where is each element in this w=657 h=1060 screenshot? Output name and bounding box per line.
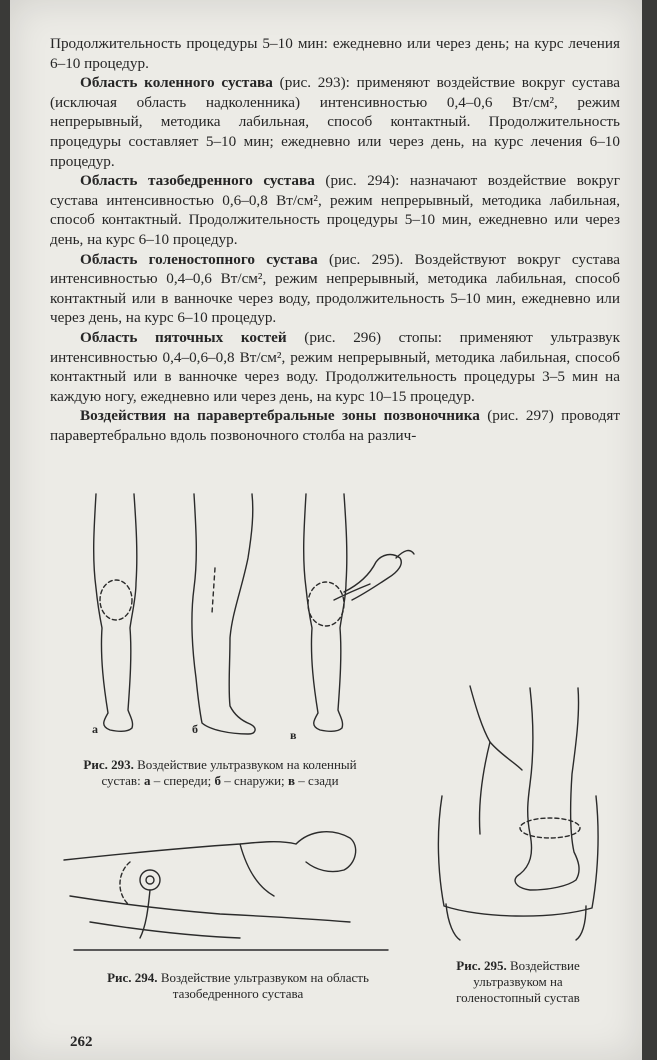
figure-295-illustration: [430, 684, 606, 946]
figure-293-label-v: в: [290, 728, 297, 742]
paragraph-hip-lead: Область тазобедренного сустава: [80, 172, 315, 190]
figure-294-illustration: [60, 826, 390, 958]
paragraph-heel: Область пяточных костей (рис. 296) стопы: применяют ультразвук интенсивностью 0,4–0,6–0,8 Вт/см², режим непрерывный, методика лабильная, способ контактный или в ванночке через воду. Продолжительность процедуры 3–5 мин на каждую ногу, ежедневно или через день, на курс 10–15 процедур.: [50, 328, 620, 405]
paragraph-ankle: Область голеностопного сустава (рис. 295). Воздействуют вокруг сустава интенсивностью 0,4–0,6 Вт/см², режим непрерывный, методика лабильная, способ контактный или в ванночке через воду, продолжительность 5–10 мин, ежедневно или через день, на курс 6–10 процедур.: [50, 250, 621, 327]
figure-293-caption: Рис. 293. Воздействие ультразвуком на коленный сустав: а – спереди; б – снаружи; в – сзади: [83, 757, 357, 788]
paragraph-spine-lead: Воздействия на паравертебральные зоны позвоночника: [80, 407, 480, 425]
figure-293-label-b: б: [192, 722, 198, 736]
figure-293-illustration: [70, 488, 420, 748]
paragraph-spine: Воздействия на паравертебральные зоны позвоночника (рис. 297) проводят паравертебрально вдоль позвоночного столба на различ-: [50, 407, 621, 444]
figure-295-caption: Рис. 295. Воздействие ультразвуком на голеностопный сустав: [456, 958, 580, 1005]
paragraph-ankle-lead: Область голеностопного сустава: [80, 250, 318, 268]
book-page: [10, 0, 642, 1060]
body-text: [50, 34, 620, 445]
paragraph-knee: Область коленного сустава (рис. 293): применяют воздействие вокруг сустава (исключая область надколенника) интенсивностью 0,4–0,6 Вт/см², режим непрерывный, методика лабильная, способ контактный. Продолжительность процедуры составляет 5–10 мин; ежедневно или через день, на курс лечения 6–10 процедур.: [50, 74, 621, 170]
figure-294-caption: Рис. 294. Воздействие ультразвуком на область тазобедренного сустава: [107, 970, 369, 1001]
paragraph-1: Продолжительность процедуры 5–10 мин: ежедневно или через день; на курс лечения 6–10 процедур.: [50, 35, 620, 72]
paragraph-knee-lead: Область коленного сустава: [80, 74, 273, 92]
paragraph-heel-lead: Область пяточных костей: [80, 328, 287, 346]
page-number: 262: [70, 1034, 93, 1050]
figure-293-label-a: а: [92, 722, 98, 736]
paragraph-hip: Область тазобедренного сустава (рис. 294): назначают воздействие вокруг сустава интенсивностью 0,6–0,8 Вт/см², режим непрерывный, методика лабильная, способ контактный. Продолжительность процедуры 5–10 мин, ежедневно или через день, на курс 6–10 процедур.: [50, 172, 620, 248]
